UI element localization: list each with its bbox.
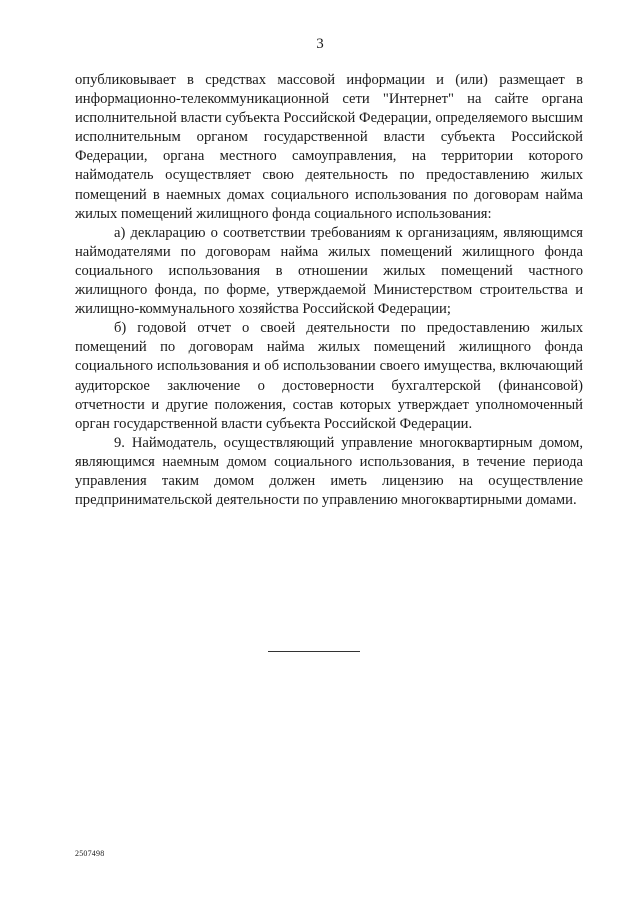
page-number: 3 <box>316 36 324 52</box>
end-divider-line <box>268 651 360 652</box>
paragraph-item-a: а) декларацию о соответствии требованиям к организациям, являющимся наймодателями по договорам найма жилых помещений жилищного фонда социального использования в отношении жилых помещений частного жилищного фонда, по форме, утверждаемой Министерством строительства и жилищно-коммунального хозяйства Российской Федерации; <box>75 224 583 318</box>
paragraph-item-b: б) годовой отчет о своей деятельности по предоставлению жилых помещений по договорам найма жилых помещений жилищного фонда социального использования и об использовании своего имущества, включающий аудиторское заключение о достоверности бухгалтерской (финансовой) отчетности и другие положения, состав которых утверждает уполномоченный орган государственной власти субъекта Российской Федерации. <box>75 320 583 432</box>
document-code: 2507498 <box>75 849 105 858</box>
paragraph-continuation: опубликовывает в средствах массовой информации и (или) размещает в информационно-телекоммуникационной сети "Интернет" на сайте органа исполнительной власти субъекта Российской Федерации, определяемого высшим исполнительным органом государственной власти субъекта Российской Федерации, органа местного самоуправления, на территории которого наймодатель осуществляет свою деятельность по предоставлению жилых помещений в наемных домах социального использования по договорам найма жилых помещений жилищного фонда социального использования: <box>75 72 583 222</box>
paragraph-clause-9: 9. Наймодатель, осуществляющий управление многоквартирным домом, являющимся наемным домом социального использования, в течение периода управления таким домом должен иметь лицензию на осуществление предпринимательской деятельности по управлению многоквартирными домами. <box>75 434 583 509</box>
document-body <box>75 71 583 510</box>
